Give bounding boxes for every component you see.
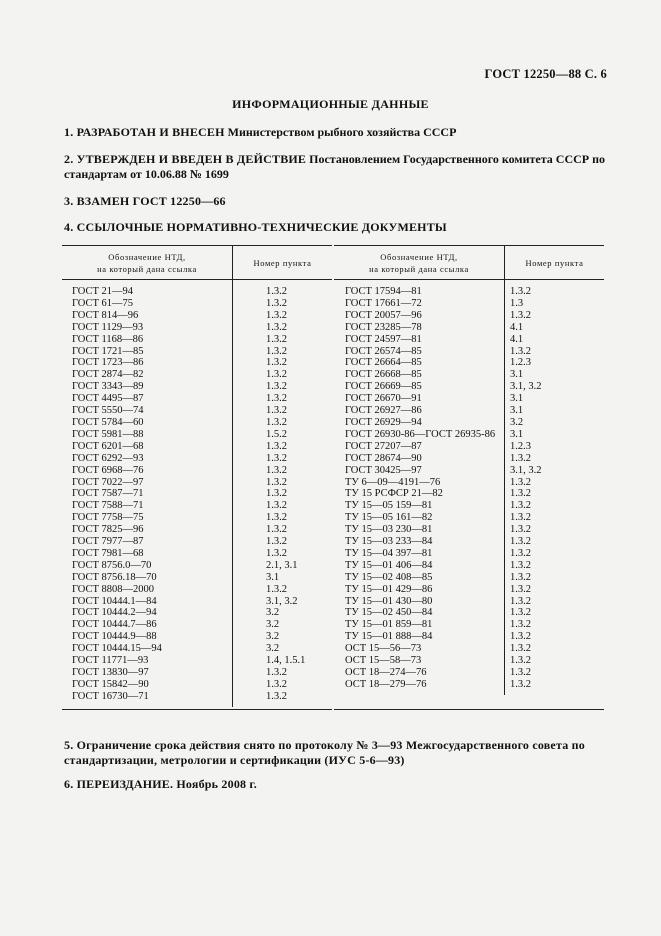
ntd-designation: ГОСТ 15842—90 — [72, 678, 149, 690]
ntd-designation: ГОСТ 26574—85 — [345, 345, 422, 357]
ntd-designation: ОСТ 15—58—73 — [345, 655, 422, 667]
table-row — [334, 667, 604, 679]
clause-number: 1.3.2 — [233, 453, 333, 465]
clause-number: 1.2.3 — [505, 357, 605, 369]
clause-number: 1.3.2 — [505, 679, 605, 695]
ntd-designation: ТУ 15—01 429—86 — [345, 583, 433, 595]
ntd-designation: ГОСТ 7587—71 — [72, 488, 144, 500]
clause-number: 1.3.2 — [233, 405, 333, 417]
clause-number: 1.3.2 — [233, 334, 333, 346]
ntd-designation: ГОСТ 26670—91 — [345, 393, 422, 405]
table-row — [62, 596, 332, 608]
ntd-designation: ГОСТ 7981—68 — [72, 547, 144, 559]
ntd-designation: ГОСТ 20057—96 — [345, 309, 422, 321]
table-row — [62, 488, 332, 500]
clause-number: 3.1 — [505, 369, 605, 381]
table-row — [334, 477, 604, 489]
ntd-designation: ТУ 15—01 859—81 — [345, 619, 433, 631]
table-row — [62, 417, 332, 429]
clause-number: 1.3.2 — [233, 679, 333, 691]
table-row — [334, 405, 604, 417]
ntd-designation: ТУ 15—02 408—85 — [345, 571, 433, 583]
ntd-designation: ГОСТ 30425—97 — [345, 464, 422, 476]
ntd-designation: ГОСТ 21—94 — [72, 286, 134, 297]
column-header-designation-line2: на который дана ссылка — [97, 263, 197, 274]
reference-table-left — [62, 245, 332, 707]
column-header-clause: Номер пункта — [505, 246, 605, 280]
clause-number: 1.3.2 — [505, 524, 605, 536]
section-6-text: 6. ПЕРЕИЗДАНИЕ. Ноябрь 2008 г. — [64, 777, 257, 791]
clause-number: 1.3.2 — [233, 298, 333, 310]
table-row — [334, 465, 604, 477]
table-row — [62, 322, 332, 334]
ntd-designation: ГОСТ 61—75 — [72, 297, 134, 309]
ntd-designation: ГОСТ 28674—90 — [345, 452, 422, 464]
table-row — [62, 453, 332, 465]
section-1-text: Министерством рыбного хозяйства СССР — [224, 125, 457, 139]
table-row — [62, 280, 332, 298]
clause-number: 3.2 — [233, 607, 333, 619]
clause-number: 1.3.2 — [233, 465, 333, 477]
clause-number: 1.3.2 — [505, 453, 605, 465]
ntd-designation: ГОСТ 17594—81 — [345, 286, 422, 297]
ntd-designation: ГОСТ 7977—87 — [72, 536, 144, 548]
clause-number: 3.1, 3.2 — [233, 596, 333, 608]
clause-number: 3.1 — [505, 393, 605, 405]
ntd-designation: ГОСТ 10444.2—94 — [72, 607, 157, 619]
table-row — [62, 405, 332, 417]
clause-number: 1.3.2 — [233, 369, 333, 381]
ntd-designation: ГОСТ 10444.1—84 — [72, 595, 157, 607]
ntd-designation: ГОСТ 1721—85 — [72, 345, 144, 357]
page-header: ГОСТ 12250—88 С. 6 — [484, 67, 607, 81]
ntd-designation: ГОСТ 6201—68 — [72, 440, 144, 452]
ntd-designation: ТУ 15 РСФСР 21—82 — [345, 488, 443, 500]
table-row — [62, 631, 332, 643]
ntd-designation: ГОСТ 26669—85 — [345, 381, 422, 393]
table-row — [334, 280, 604, 298]
clause-number: 3.1 — [233, 572, 333, 584]
ntd-designation: ГОСТ 10444.9—88 — [72, 631, 157, 643]
table-row — [334, 453, 604, 465]
table-row — [334, 441, 604, 453]
table-row — [334, 631, 604, 643]
ntd-designation: ГОСТ 10444.15—94 — [72, 643, 162, 655]
ntd-designation: ГОСТ 814—96 — [72, 309, 139, 321]
table-row — [62, 560, 332, 572]
clause-number: 1.3.2 — [233, 280, 333, 298]
table-row — [62, 381, 332, 393]
ntd-designation: ГОСТ 7758—75 — [72, 512, 144, 524]
clause-number: 1.3.2 — [233, 536, 333, 548]
table-row — [62, 667, 332, 679]
ntd-designation: ГОСТ 1723—86 — [72, 357, 144, 369]
table-row — [334, 310, 604, 322]
table-row — [334, 512, 604, 524]
table-row — [334, 346, 604, 358]
column-header-designation — [334, 246, 505, 280]
table-row — [62, 465, 332, 477]
clause-number: 3.1 — [505, 429, 605, 441]
table-row — [62, 655, 332, 667]
ntd-designation: ОСТ 18—274—76 — [345, 667, 427, 678]
clause-number: 1.3.2 — [505, 346, 605, 358]
ntd-designation: ГОСТ 26664—85 — [345, 357, 422, 369]
table-row — [62, 441, 332, 453]
clause-number: 1.3.2 — [233, 512, 333, 524]
ntd-designation: ТУ 6—09—4191—76 — [345, 476, 441, 488]
clause-number: 1.3.2 — [233, 584, 333, 596]
table-row — [62, 429, 332, 441]
ntd-designation: ГОСТ 27207—87 — [345, 440, 422, 452]
table-row — [334, 607, 604, 619]
clause-number: 3.2 — [233, 619, 333, 631]
ntd-designation: ТУ 15—04 397—81 — [345, 547, 433, 559]
table-row — [334, 322, 604, 334]
clause-number: 1.4, 1.5.1 — [233, 655, 333, 667]
section-3-lead: 3. ВЗАМЕН ГОСТ 12250—66 — [64, 194, 226, 208]
table-row — [62, 310, 332, 322]
ntd-designation: ГОСТ 4495—87 — [72, 393, 144, 405]
ntd-designation: ГОСТ 10444.7—86 — [72, 619, 157, 631]
ntd-designation: ТУ 15—01 406—84 — [345, 559, 433, 571]
column-header-designation — [62, 246, 233, 280]
clause-number: 1.3.2 — [505, 280, 605, 298]
ntd-designation: ГОСТ 5981—88 — [72, 428, 144, 440]
table-row — [62, 298, 332, 310]
clause-number: 1.3.2 — [233, 322, 333, 334]
ntd-designation: ОСТ 15—56—73 — [345, 643, 422, 655]
clause-number: 3.1, 3.2 — [505, 381, 605, 393]
clause-number: 3.2 — [233, 643, 333, 655]
clause-number: 1.2.3 — [505, 441, 605, 453]
clause-number: 1.3.2 — [505, 619, 605, 631]
table-bottom-rule — [334, 709, 604, 710]
clause-number: 1.3.2 — [505, 500, 605, 512]
ntd-designation: ТУ 15—05 159—81 — [345, 500, 433, 512]
ntd-designation: ГОСТ 26668—85 — [345, 369, 422, 381]
table-row — [334, 500, 604, 512]
column-header-designation-line2: на который дана ссылка — [369, 263, 469, 274]
ntd-designation: ТУ 15—03 233—84 — [345, 536, 433, 548]
clause-number: 1.3.2 — [505, 488, 605, 500]
clause-number: 1.3.2 — [233, 346, 333, 358]
ntd-designation: ГОСТ 17661—72 — [345, 297, 422, 309]
table-row — [334, 536, 604, 548]
clause-number: 4.1 — [505, 322, 605, 334]
ntd-designation: ГОСТ 5784—60 — [72, 416, 144, 428]
table-row — [334, 560, 604, 572]
ntd-designation: ГОСТ 13830—97 — [72, 667, 149, 678]
ntd-designation: ГОСТ 26930-86—ГОСТ 26935-86 — [345, 428, 496, 440]
table-row — [62, 607, 332, 619]
table-row — [62, 619, 332, 631]
ntd-designation: ГОСТ 7588—71 — [72, 500, 144, 512]
clause-number: 1.3.2 — [505, 607, 605, 619]
table-row — [62, 679, 332, 691]
table-row — [334, 524, 604, 536]
clause-number: 3.2 — [505, 417, 605, 429]
clause-number: 1.3.2 — [233, 524, 333, 536]
clause-number: 1.3.2 — [233, 357, 333, 369]
table-row — [334, 429, 604, 441]
clause-number: 1.3 — [505, 298, 605, 310]
ntd-designation: ГОСТ 26929—94 — [345, 416, 422, 428]
ntd-designation: ГОСТ 1129—93 — [72, 321, 144, 333]
clause-number: 1.3.2 — [505, 596, 605, 608]
table-row — [62, 643, 332, 655]
table-row — [62, 572, 332, 584]
clause-number: 4.1 — [505, 334, 605, 346]
table-row — [62, 512, 332, 524]
clause-number: 1.3.2 — [505, 548, 605, 560]
table-row — [334, 643, 604, 655]
ntd-designation: ТУ 15—01 888—84 — [345, 631, 433, 643]
table-row — [62, 524, 332, 536]
table-row — [334, 357, 604, 369]
ntd-designation: ГОСТ 8808—2000 — [72, 583, 155, 595]
ntd-designation: ТУ 15—03 230—81 — [345, 524, 433, 536]
ntd-designation: ОСТ 18—279—76 — [345, 678, 427, 690]
table-row — [334, 584, 604, 596]
section-2-lead: 2. УТВЕРЖДЕН И ВВЕДЕН В ДЕЙСТВИЕ — [64, 152, 307, 166]
table-row — [334, 619, 604, 631]
table-row — [62, 584, 332, 596]
table-row — [334, 417, 604, 429]
ntd-designation: ГОСТ 24597—81 — [345, 333, 422, 345]
table-row — [62, 334, 332, 346]
clause-number: 1.3.2 — [233, 310, 333, 322]
clause-number: 1.3.2 — [505, 655, 605, 667]
table-row — [334, 596, 604, 608]
section-1 — [64, 125, 609, 140]
table-row — [334, 679, 604, 695]
ntd-designation: ГОСТ 1168—86 — [72, 333, 144, 345]
ntd-designation: ГОСТ 7022—97 — [72, 476, 144, 488]
clause-number: 2.1, 3.1 — [233, 560, 333, 572]
table-row — [334, 655, 604, 667]
clause-number: 1.3.2 — [505, 536, 605, 548]
page-title: ИНФОРМАЦИОННЫЕ ДАННЫЕ — [232, 97, 429, 111]
clause-number: 1.3.2 — [505, 631, 605, 643]
section-6 — [64, 777, 609, 792]
table-row — [334, 393, 604, 405]
table-row — [334, 548, 604, 560]
clause-number: 1.3.2 — [233, 691, 333, 707]
clause-number: 1.3.2 — [233, 667, 333, 679]
section-4 — [64, 220, 609, 235]
ntd-designation: ГОСТ 6968—76 — [72, 464, 144, 476]
table-row — [334, 572, 604, 584]
clause-number: 1.5.2 — [233, 429, 333, 441]
ntd-designation: ГОСТ 6292—93 — [72, 452, 144, 464]
section-3 — [64, 194, 609, 209]
clause-number: 1.3.2 — [505, 512, 605, 524]
clause-number: 3.1, 3.2 — [505, 465, 605, 477]
column-header-clause: Номер пункта — [233, 246, 333, 280]
ntd-designation: ГОСТ 26927—86 — [345, 405, 422, 417]
ntd-designation: ГОСТ 3343—89 — [72, 381, 144, 393]
table-row — [62, 393, 332, 405]
table-row — [62, 369, 332, 381]
section-4-lead: 4. ССЫЛОЧНЫЕ НОРМАТИВНО-ТЕХНИЧЕСКИЕ ДОКУМЕНТЫ — [64, 220, 447, 234]
section-1-lead: 1. РАЗРАБОТАН И ВНЕСЕН — [64, 125, 225, 139]
clause-number: 1.3.2 — [233, 500, 333, 512]
table-row — [334, 381, 604, 393]
section-5-text: 5. Ограничение срока действия снято по протоколу № 3—93 Межгосударственного совета по стандартизации, метрологии и сертификации (ИУС 5-6—93) — [64, 738, 585, 767]
clause-number: 1.3.2 — [233, 477, 333, 489]
clause-number: 1.3.2 — [505, 477, 605, 489]
ntd-designation: ГОСТ 2874—82 — [72, 369, 144, 381]
ntd-designation: ТУ 15—02 450—84 — [345, 607, 433, 619]
table-row — [62, 536, 332, 548]
ntd-designation: ТУ 15—05 161—82 — [345, 512, 433, 524]
clause-number: 3.1 — [505, 405, 605, 417]
table-row — [62, 691, 332, 707]
clause-number: 1.3.2 — [505, 572, 605, 584]
clause-number: 1.3.2 — [233, 393, 333, 405]
ntd-designation: ГОСТ 11771—93 — [72, 655, 149, 667]
ntd-designation: ГОСТ 16730—71 — [72, 690, 149, 702]
table-row — [62, 357, 332, 369]
table-row — [334, 298, 604, 310]
ntd-designation: ГОСТ 8756.18—70 — [72, 571, 157, 583]
table-row — [62, 500, 332, 512]
clause-number: 1.3.2 — [505, 310, 605, 322]
clause-number: 3.2 — [233, 631, 333, 643]
section-2-text: Постановлением Государственного комитета СССР по стандартам от 10.06.88 № 1699 — [64, 152, 606, 181]
table-row — [334, 369, 604, 381]
clause-number: 1.3.2 — [505, 560, 605, 572]
section-5 — [64, 738, 609, 768]
reference-table-right — [334, 245, 604, 695]
clause-number: 1.3.2 — [233, 441, 333, 453]
clause-number: 1.3.2 — [505, 667, 605, 679]
clause-number: 1.3.2 — [233, 417, 333, 429]
table-row — [62, 346, 332, 358]
section-2 — [64, 152, 609, 182]
column-header-designation-line1: Обозначение НТД, — [380, 251, 458, 262]
clause-number: 1.3.2 — [233, 548, 333, 560]
table-row — [334, 334, 604, 346]
clause-number: 1.3.2 — [505, 643, 605, 655]
clause-number: 1.3.2 — [505, 584, 605, 596]
ntd-designation: ГОСТ 23285—78 — [345, 321, 422, 333]
table-bottom-rule — [62, 709, 332, 710]
ntd-designation: ГОСТ 7825—96 — [72, 524, 144, 536]
column-header-designation-line1: Обозначение НТД, — [108, 251, 186, 262]
table-row — [62, 477, 332, 489]
table-row — [62, 548, 332, 560]
ntd-designation: ГОСТ 8756.0—70 — [72, 559, 152, 571]
ntd-designation: ТУ 15—01 430—80 — [345, 595, 433, 607]
clause-number: 1.3.2 — [233, 488, 333, 500]
table-row — [334, 488, 604, 500]
ntd-designation: ГОСТ 5550—74 — [72, 405, 144, 417]
clause-number: 1.3.2 — [233, 381, 333, 393]
